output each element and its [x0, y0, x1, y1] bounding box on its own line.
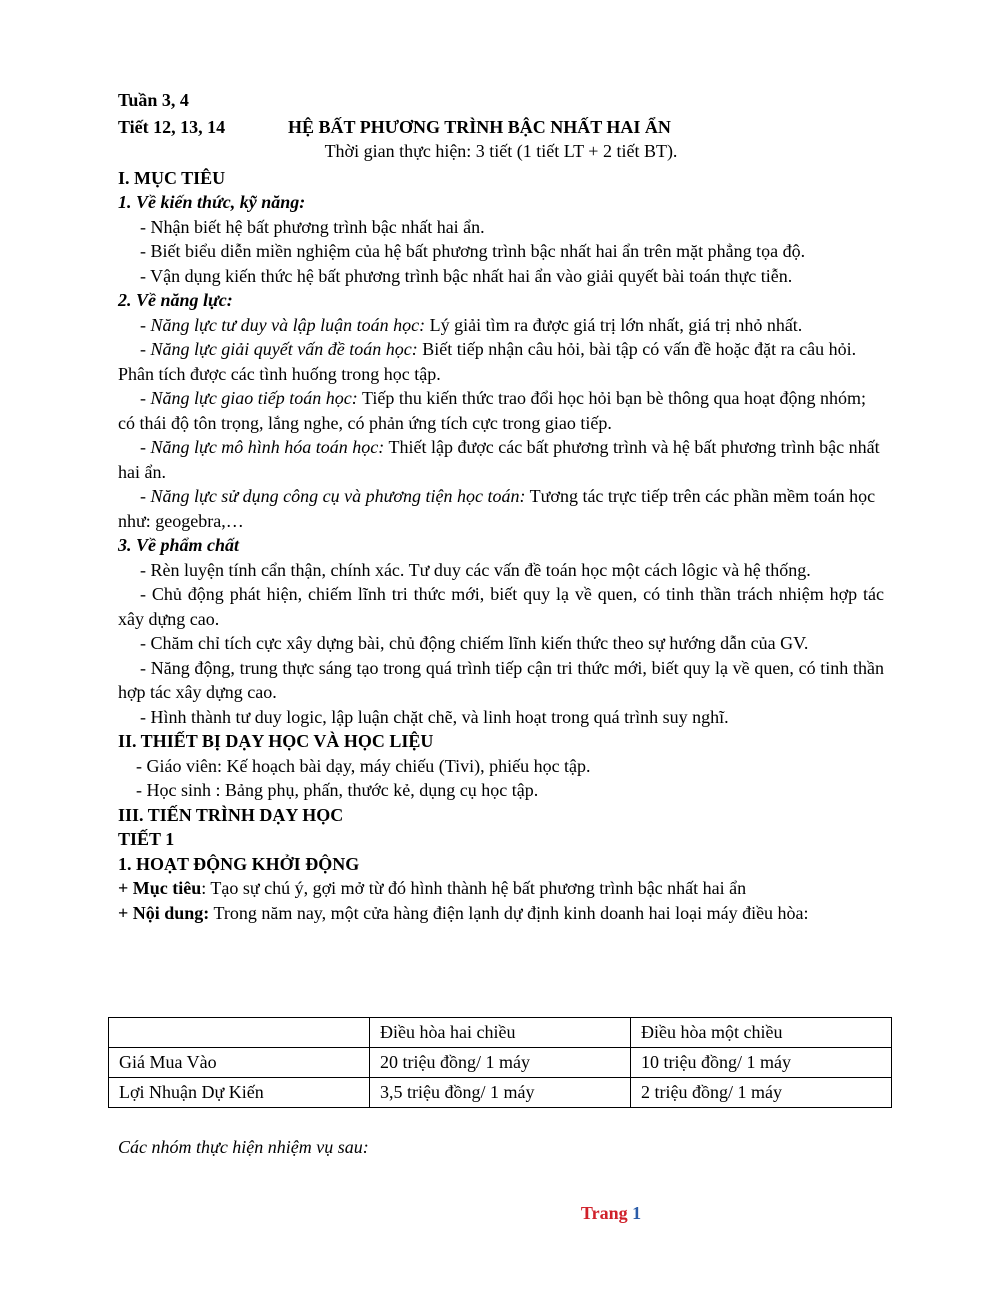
competency-lead: - Năng lực mô hình hóa toán học: [140, 437, 385, 457]
competency-text: Biết tiếp nhận câu hỏi, bài tập có vấn đề hoặc đặt ra câu hỏi. Phân tích được các tình huống trong học tập. [118, 339, 857, 384]
competency-text: Tiếp thu kiến thức trao đổi học hỏi bạn bè thông qua hoạt động nhóm; có thái độ tôn trọng, lắng nghe, có phản ứng tích cực trong giao tiếp. [118, 388, 866, 433]
periods-label: Tiết 12, 13, 14 [118, 116, 226, 137]
quality-item: - Năng động, trung thực sáng tạo trong quá trình tiếp cận tri thức mới, biết quy lạ về quen, có tinh thần hợp tác xây dựng cao. [118, 657, 884, 702]
period-heading: TIẾT 1 [118, 829, 175, 849]
section1-heading: I. MỤC TIÊU [118, 167, 226, 188]
activity-heading: 1. HOẠT ĐỘNG KHỞI ĐỘNG [118, 853, 360, 874]
goal-line [118, 876, 884, 901]
equipment-item: - Giáo viên: Kế hoạch bài dạy, máy chiếu (Tivi), phiếu học tập. [136, 755, 591, 776]
table-cell: Điều hòa một chiều [631, 1018, 892, 1048]
competency-item [118, 484, 884, 533]
section3-heading: III. TIẾN TRÌNH DẠY HỌC [118, 804, 344, 825]
sub2-heading: 2. Về năng lực: [118, 290, 233, 310]
week-label: Tuần 3, 4 [118, 90, 189, 110]
section2-heading: II. THIẾT BỊ DẠY HỌC VÀ HỌC LIỆU [118, 731, 434, 751]
sub1-item: - Biết biểu diễn miền nghiệm của hệ bất phương trình bậc nhất hai ẩn trên mặt phẳng tọa độ. [140, 241, 806, 261]
lesson-title: HỆ BẤT PHƯƠNG TRÌNH BẬC NHẤT HAI ẨN [288, 116, 671, 137]
content-label: + Nội dung: [118, 902, 210, 923]
air-conditioner-table [108, 1017, 892, 1108]
quality-item: - Chăm chỉ tích cực xây dựng bài, chủ động chiếm lĩnh kiến thức theo sự hướng dẫn của GV. [140, 633, 809, 653]
page-footer [0, 1203, 1000, 1224]
table-cell: Điều hòa hai chiều [370, 1018, 631, 1048]
table-cell: Lợi Nhuận Dự Kiến [109, 1078, 370, 1108]
competency-item [118, 337, 884, 386]
sub3-heading: 3. Về phẩm chất [118, 535, 240, 555]
goal-text: : Tạo sự chú ý, gợi mở từ đó hình thành hệ bất phương trình bậc nhất hai ẩn [201, 878, 747, 898]
quality-item: - Hình thành tư duy logic, lập luận chặt chẽ, và linh hoạt trong quá trình suy nghĩ. [140, 706, 729, 727]
table-cell: 2 triệu đồng/ 1 máy [631, 1078, 892, 1108]
document-body [118, 88, 884, 925]
content-line [118, 901, 884, 926]
competency-lead: - Năng lực tư duy và lập luận toán học: [140, 314, 426, 335]
table-cell [109, 1018, 370, 1048]
competency-lead: - Năng lực giao tiếp toán học: [140, 388, 358, 408]
table-header-row [109, 1018, 892, 1048]
quality-item: - Chủ động phát hiện, chiếm lĩnh tri thức mới, biết quy lạ về quen, có tinh thần trách nhiệm hợp tác xây dựng cao. [118, 584, 884, 629]
table-cell: 3,5 triệu đồng/ 1 máy [370, 1078, 631, 1108]
table-row [109, 1048, 892, 1078]
table-row [109, 1078, 892, 1108]
competency-item [118, 313, 884, 338]
sub1-item: - Nhận biết hệ bất phương trình bậc nhất hai ẩn. [140, 216, 485, 237]
table-cell: Giá Mua Vào [109, 1048, 370, 1078]
quality-item: - Rèn luyện tính cẩn thận, chính xác. Tư duy các vấn đề toán học một cách lôgic và hệ thống. [140, 559, 811, 580]
sub1-heading: 1. Về kiến thức, kỹ năng: [118, 192, 306, 212]
competency-item [118, 386, 884, 435]
duration-line: Thời gian thực hiện: 3 tiết (1 tiết LT + 2 tiết BT). [324, 141, 678, 161]
content-text: Trong năm nay, một cửa hàng điện lạnh dự định kinh doanh hai loại máy điều hòa: [209, 902, 809, 923]
competency-lead: - Năng lực sử dụng công cụ và phương tiện học toán: [140, 486, 526, 506]
page-number: 1 [632, 1203, 642, 1223]
task-intro: Các nhóm thực hiện nhiệm vụ sau: [118, 1137, 369, 1157]
table-cell: 20 triệu đồng/ 1 máy [370, 1048, 631, 1078]
competency-lead: - Năng lực giải quyết vấn đề toán học: [140, 339, 418, 359]
competency-text: Tương tác trực tiếp trên các phần mềm toán học như: geogebra,… [118, 486, 876, 531]
table-cell: 10 triệu đồng/ 1 máy [631, 1048, 892, 1078]
sub1-item: - Vận dụng kiến thức hệ bất phương trình bậc nhất hai ẩn vào giải quyết bài toán thực tiễn. [140, 265, 793, 286]
lesson-title-row [118, 115, 884, 140]
competency-text: Lý giải tìm ra được giá trị lớn nhất, giá trị nhỏ nhất. [425, 314, 803, 335]
goal-label: + Mục tiêu [118, 878, 202, 898]
competency-item [118, 435, 884, 484]
equipment-item: - Học sinh : Bảng phụ, phấn, thước kẻ, dụng cụ học tập. [136, 780, 539, 800]
page-word: Trang [580, 1203, 628, 1223]
competency-text: Thiết lập được các bất phương trình và hệ bất phương trình bậc nhất hai ẩn. [118, 437, 880, 482]
